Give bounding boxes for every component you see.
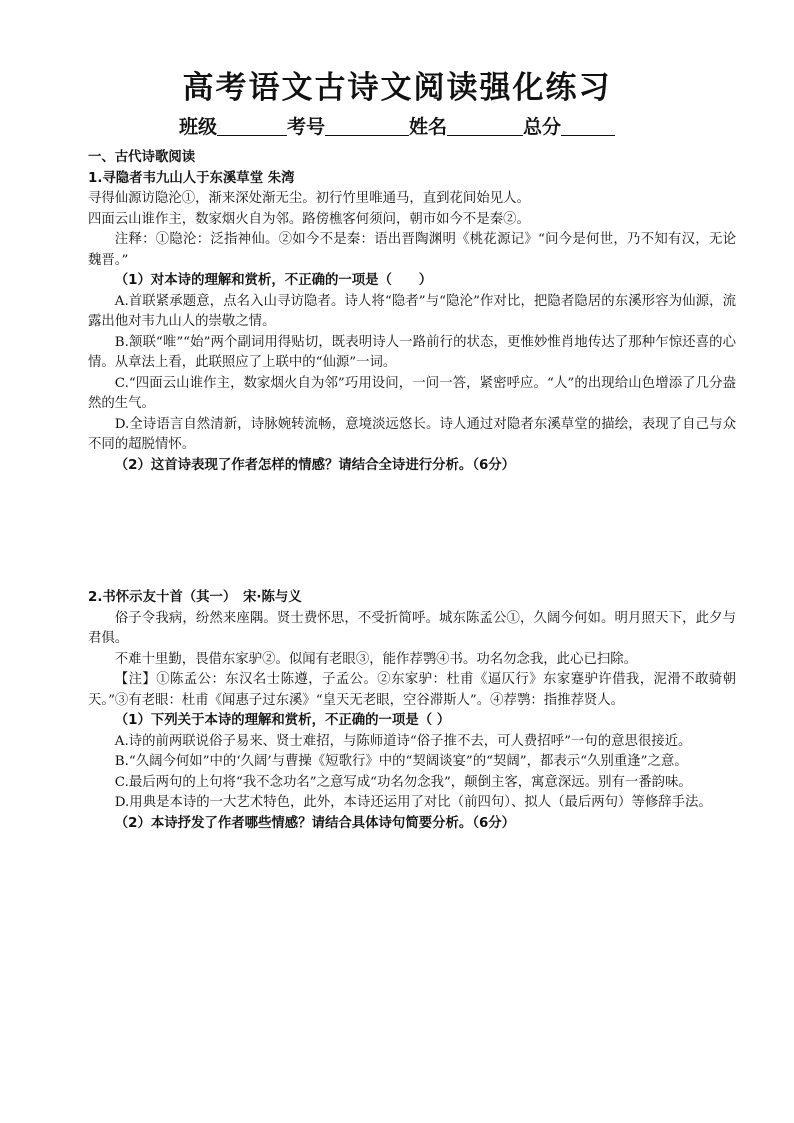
- q1-option-c: C.“四面云山谁作主，数家烟火自为邻”巧用设问，一问一答，紧密呼应。“人”的出现给山色增添了几分盎然的生气。: [88, 375, 736, 411]
- q2-sub-question-1: （1）下列关于本诗的理解和赏析，不正确的一项是（ ）: [114, 713, 451, 728]
- q2-poem-line-1: 俗子令我病，纷然来座隅。贤士费怀思，不受折简呼。城东陈孟公①，久阔今何如。明月照天下，此夕与君俱。: [88, 610, 736, 646]
- q1-answer-space[interactable]: [88, 476, 736, 588]
- section-heading: 一、古代诗歌阅读: [88, 150, 196, 165]
- q1-title: 1.寻隐者韦九山人于东溪草堂 朱湾: [88, 170, 295, 186]
- q2-note: 【注】①陈孟公：东汉名士陈遵，子孟公。②东家驴：杜甫《逼仄行》东家蹇驴许借我，泥滑不敢骑朝天。”③有老眼：杜甫《闻惠子过东溪》“皇天无老眼，空谷滞斯人”。④荐鹗：指推荐贤人。: [88, 672, 736, 708]
- q1-sub-question-1: （1）对本诗的理解和赏析，不正确的一项是（ ）: [114, 273, 433, 288]
- total-score-blank[interactable]: [561, 117, 615, 136]
- q2-option-a: A.诗的前两联说俗子易来、贤士难招，与陈师道诗“俗子推不去，可人费招呼”一句的意思很接近。: [114, 733, 692, 749]
- q1-poem-line-2: 四面云山谁作主，数家烟火自为邻。路傍樵客何须问，朝市如今不是秦②。: [88, 211, 530, 227]
- class-label: 班级: [178, 116, 217, 138]
- q1-option-d: D.全诗语言自然清新，诗脉婉转流畅，意境淡远悠长。诗人通过对隐者东溪草堂的描绘，表现了自己与众不同的超脱情怀。: [88, 416, 736, 452]
- q1-poem-line-1: 寻得仙源访隐沦①，渐来深处渐无尘。初行竹里唯通马，直到花间始见人。: [88, 191, 530, 206]
- class-blank[interactable]: [217, 117, 287, 136]
- name-label: 姓名: [409, 116, 448, 138]
- q2-title: 2.书怀示友十首（其一） 宋·陈与义: [88, 590, 302, 605]
- total-score-label: 总分: [523, 116, 562, 138]
- exam-number-blank[interactable]: [325, 117, 409, 136]
- q1-option-b: B.颔联“唯”“始”两个副词用得贴切，既表明诗人一路前行的状态，更惟妙惟肖地传达了那种乍惊还喜的心情。从章法上看，此联照应了上联中的“仙源”一词。: [88, 334, 736, 370]
- q1-option-a: A.首联紧承题意，点名入山寻访隐者。诗人将“隐者”与“隐沦”作对比，把隐者隐居的东溪形容为仙源，流露出他对韦九山人的崇敬之情。: [88, 293, 736, 329]
- document-body: [88, 148, 736, 834]
- student-info-line: [0, 112, 794, 139]
- page-title: 高考语文古诗文阅读强化练习: [182, 70, 612, 106]
- q1-sub-question-2: （2）这首诗表现了作者怎样的情感？请结合全诗进行分析。（6分）: [114, 457, 516, 473]
- q2-option-d: D.用典是本诗的一大艺术特色，此外，本诗还运用了对比（前四句）、拟人（最后两句）等修辞手法。: [114, 795, 712, 810]
- q2-poem-line-2: 不难十里勤，畏借东家驴②。似闻有老眼③，能作荐鹗④书。功名勿念我，此心已扫除。: [114, 651, 638, 667]
- q2-option-b: B.“久阔今何如”中的‘久阔’与曹操《短歌行》中的“契阔谈宴”的“契阔”，都表示“久别重逢”之意。: [114, 754, 688, 769]
- name-blank[interactable]: [447, 117, 523, 136]
- q2-sub-question-2: （2）本诗抒发了作者哪些情感？请结合具体诗句简要分析。（6分）: [114, 815, 516, 831]
- exam-number-label: 考号: [286, 116, 325, 138]
- q2-option-c: C.最后两句的上句将“我不念功名”之意写成“功名勿念我”，颠倒主客，寓意深远。别有一番韵味。: [114, 774, 692, 790]
- q1-note: 注释：①隐沦：泛指神仙。②如今不是秦：语出晋陶渊明《桃花源记》“问今是何世，乃不知有汉，无论魏晋。”: [88, 232, 736, 268]
